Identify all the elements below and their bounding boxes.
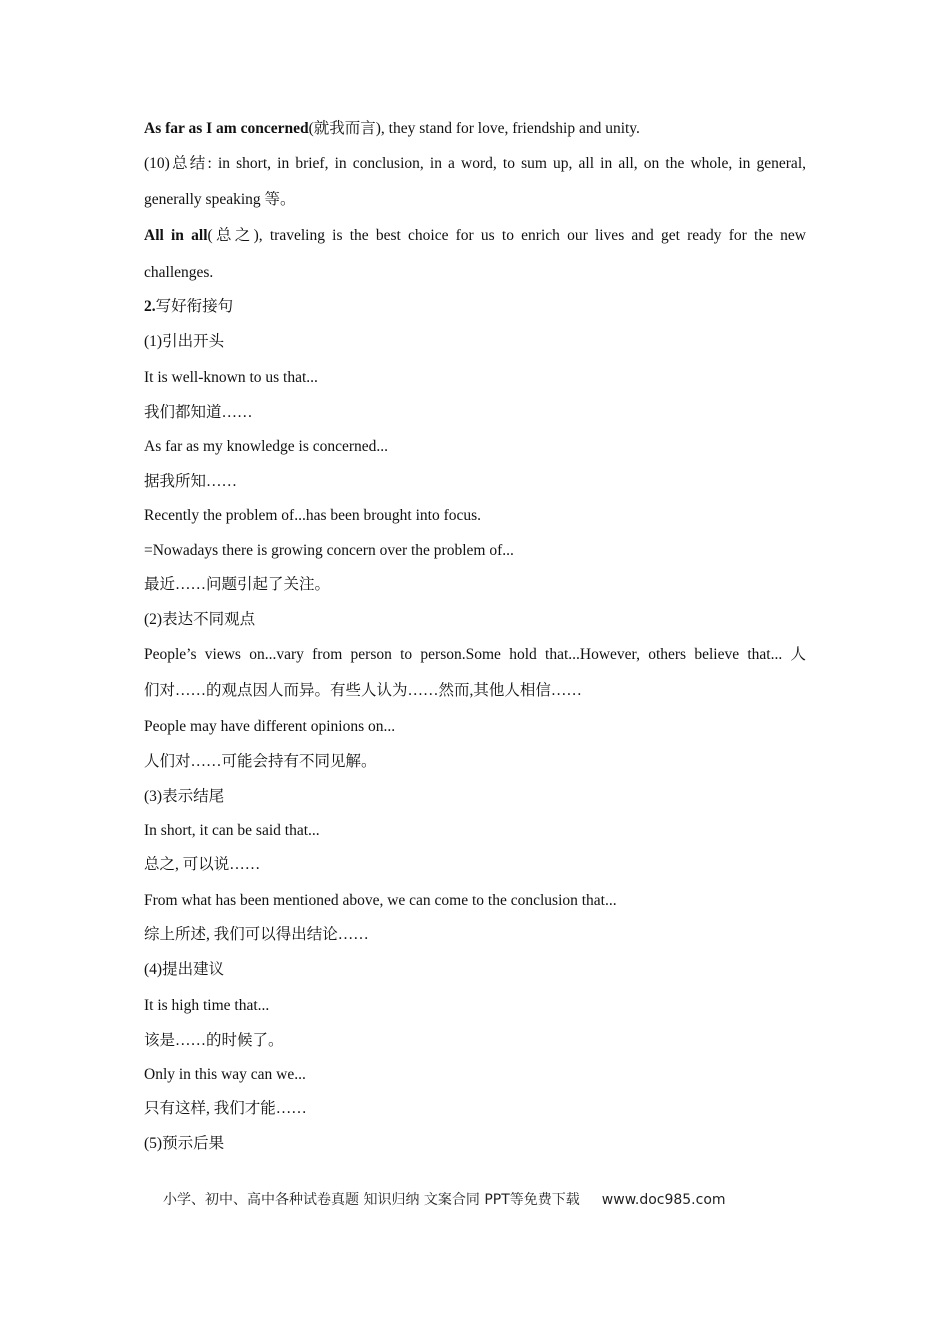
phrase-focus — [144, 506, 806, 526]
line-text: 只有这样, 我们才能…… — [144, 1100, 307, 1117]
line-text: 据我所知…… — [144, 473, 238, 490]
para-example-concerned — [144, 119, 806, 139]
subheading-suggestion — [144, 960, 806, 980]
phrase-well-known — [144, 368, 806, 388]
line-text: (1)引出开头 — [144, 333, 225, 350]
phrase-knowledge — [144, 437, 806, 457]
translation-views — [144, 681, 806, 701]
translation-conclusion — [144, 925, 806, 945]
line-text: It is well-known to us that... — [144, 369, 318, 386]
line-text: 人们对……可能会持有不同见解。 — [144, 753, 377, 770]
subheading-consequence — [144, 1134, 806, 1154]
line-text: (2)表达不同观点 — [144, 611, 256, 628]
phrase-opinions — [144, 717, 806, 737]
bold-phrase: As far as I am concerned — [144, 120, 309, 137]
footer-text: 小学、初中、高中各种试卷真题 知识归纳 文案合同 PPT等免费下载 — [163, 1192, 580, 1208]
phrase-only-way — [144, 1065, 806, 1085]
line-text: In short, it can be said that... — [144, 822, 320, 839]
bold-phrase: All in all — [144, 227, 208, 244]
line-text: People’s views on...vary from person to person.Some hold that...However, others believe that... 人 — [144, 646, 806, 663]
translation-only-way — [144, 1099, 806, 1119]
line-text: =Nowadays there is growing concern over the problem of... — [144, 542, 514, 559]
line-text: (总之), traveling is the best choice for us to enrich our lives and get ready for the new — [207, 227, 806, 244]
line-text: 该是……的时候了。 — [144, 1032, 284, 1049]
subheading-opening — [144, 332, 806, 352]
line-text: challenges. — [144, 264, 214, 281]
translation-knowledge — [144, 472, 806, 492]
section-heading-2 — [144, 297, 806, 317]
line-text: 综上所述, 我们可以得出结论…… — [144, 926, 369, 943]
line-text: Only in this way can we... — [144, 1066, 306, 1083]
line-text: (就我而言), they stand for love, friendship and unity. — [308, 120, 640, 137]
line-text: (4)提出建议 — [144, 961, 225, 978]
line-text: generally speaking 等。 — [144, 191, 296, 208]
line-text: 写好衔接句 — [155, 298, 234, 315]
bold-phrase: 2. — [144, 298, 156, 315]
line-text: 我们都知道…… — [144, 404, 253, 421]
para-summary-heading — [144, 154, 806, 174]
line-text: People may have different opinions on... — [144, 718, 396, 735]
phrase-high-time — [144, 996, 806, 1016]
line-text: (10)总结: in short, in brief, in conclusion, in a word, to sum up, all in all, on the whole, in general, — [144, 155, 806, 172]
line-text: 总之, 可以说…… — [144, 856, 261, 873]
line-text: From what has been mentioned above, we can come to the conclusion that... — [144, 892, 617, 909]
line-text: (3)表示结尾 — [144, 788, 225, 805]
phrase-conclusion — [144, 891, 806, 911]
line-text: (5)预示后果 — [144, 1135, 225, 1152]
subheading-ending — [144, 787, 806, 807]
para-summary-cont — [144, 190, 806, 210]
translation-well-known — [144, 403, 806, 423]
line-text: It is high time that... — [144, 997, 270, 1014]
phrase-in-short — [144, 821, 806, 841]
subheading-views — [144, 610, 806, 630]
page-footer — [163, 1190, 803, 1210]
phrase-views — [144, 645, 806, 665]
translation-opinions — [144, 752, 806, 772]
line-text: As far as my knowledge is concerned... — [144, 438, 389, 455]
translation-in-short — [144, 855, 806, 875]
phrase-concern — [144, 541, 806, 561]
footer-url[interactable]: www.doc985.com — [601, 1192, 726, 1208]
translation-focus — [144, 575, 806, 595]
translation-high-time — [144, 1031, 806, 1051]
para-example-all-in-all — [144, 226, 806, 246]
line-text: 们对……的观点因人而异。有些人认为……然而,其他人相信…… — [144, 682, 582, 699]
line-text: Recently the problem of...has been brought into focus. — [144, 507, 482, 524]
line-text: 最近……问题引起了关注。 — [144, 576, 331, 593]
para-example-cont — [144, 263, 806, 283]
